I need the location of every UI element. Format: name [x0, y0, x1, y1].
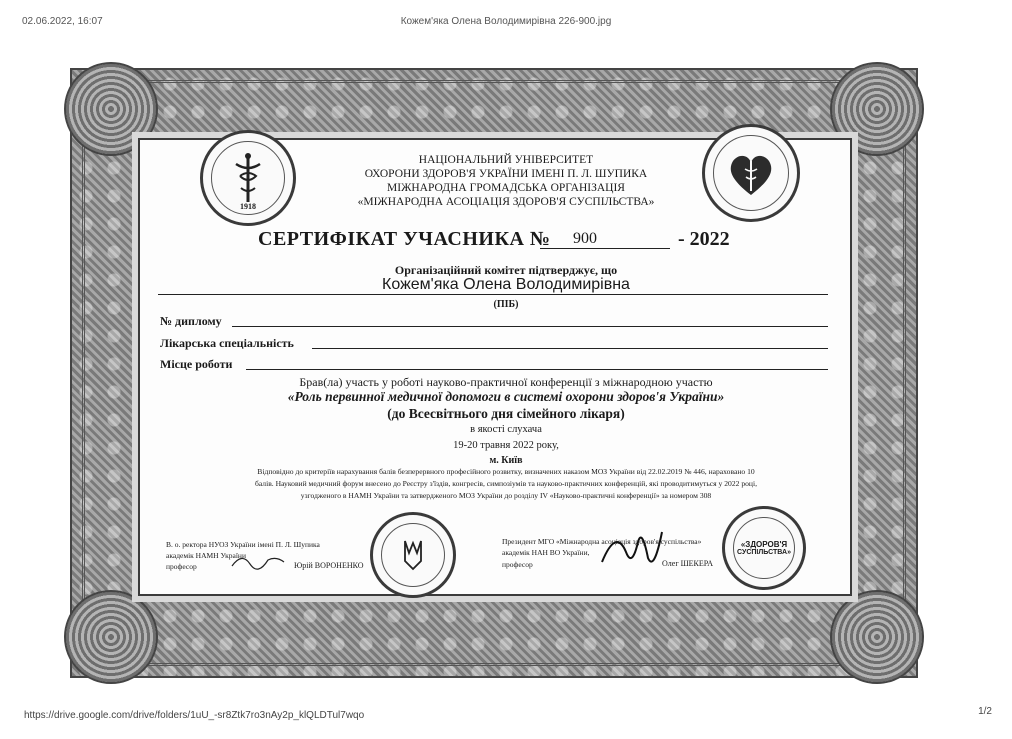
- confirm-text: Організаційний комітет підтверджує, що: [394, 263, 618, 277]
- left-signatory-degree: професор: [166, 562, 197, 571]
- right-signatory-name: Олег ШЕКЕРА: [662, 559, 713, 568]
- corner-ornament: [830, 590, 924, 684]
- org-line-4: «МІЖНАРОДНА АСОЦІАЦІЯ ЗДОРОВ'Я СУСПІЛЬСТВА»: [357, 196, 655, 208]
- corner-ornament: [64, 590, 158, 684]
- certificate-year: - 2022: [678, 228, 730, 250]
- certificate-title: СЕРТИФІКАТ УЧАСНИКА №: [258, 228, 551, 250]
- specialty-label: Лікарська спеціальність: [160, 336, 294, 350]
- right-signatory-title: академік НАН ВО України,: [502, 548, 590, 557]
- conference-city: м. Київ: [489, 455, 523, 466]
- org-line-2: ОХОРОНИ ЗДОРОВ'Я УКРАЇНИ ІМЕНІ П. Л. ШУПИКА: [364, 168, 648, 180]
- legal-line-1: Відповідно до критеріїв нарахування балів безперервного професійного розвитку, визначених наказом МОЗ України від 22.02.2019 № 446, нараховано 10: [257, 467, 755, 476]
- org-line-1: НАЦІОНАЛЬНИЙ УНІВЕРСИТЕТ: [418, 154, 594, 166]
- left-signature: [228, 548, 288, 572]
- legal-line-3: узгодженого в НАМН України та затвердженого МОЗ України до розділу IV «Науково-практичні конференції» за номером 308: [300, 491, 712, 500]
- conference-dates: 19-20 травня 2022 року,: [453, 440, 559, 451]
- conference-subtitle: (до Всесвітнього дня сімейного лікаря): [387, 406, 625, 421]
- print-page-number: 1/2: [978, 706, 992, 717]
- association-stamp: [722, 506, 806, 590]
- state-seal: [370, 512, 456, 598]
- certificate-number: 900: [573, 230, 597, 247]
- print-url[interactable]: https://drive.google.com/drive/folders/1uU_-sr8Ztk7ro3nAy2p_klQLDTul7wqo: [24, 710, 365, 721]
- name-caption: (ПІБ): [493, 299, 519, 310]
- seal-year: 1918: [240, 202, 256, 211]
- right-signatory-degree: професор: [502, 560, 533, 569]
- right-signature: [596, 522, 666, 576]
- left-signatory-title: академік НАМН України: [166, 551, 246, 560]
- org-line-3: МІЖНАРОДНА ГРОМАДСЬКА ОРГАНІЗАЦІЯ: [387, 182, 625, 194]
- print-filename: Кожем'яка Олена Володимирівна 226-900.jpg: [400, 16, 612, 27]
- stamp-line-2: СУСПІЛЬСТВА»: [737, 549, 791, 556]
- participant-name: Кожем'яка Олена Володимирівна: [382, 276, 630, 293]
- legal-line-2: балів. Науковий медичний форум внесено до Реєстру з'їздів, конгресів, симпозіумів та науково-практичних конференцій, які проводитимуться у 2022 році,: [255, 479, 757, 488]
- participation-role: в якості слухача: [470, 424, 542, 435]
- participation-text: Брав(ла) участь у роботі науково-практичної конференції з міжнародною участю: [299, 375, 713, 389]
- left-signatory-position: В. о. ректора НУОЗ України імені П. Л. Шупика: [166, 540, 320, 549]
- conference-title: «Роль первинної медичної допомоги в системі охорони здоров'я України»: [287, 389, 725, 404]
- number-line: [540, 248, 670, 249]
- name-line: [158, 294, 828, 295]
- workplace-label: Місце роботи: [160, 357, 233, 371]
- diploma-label: № диплому: [160, 314, 222, 328]
- print-datetime: 02.06.2022, 16:07: [22, 16, 103, 27]
- right-signatory-position: Президент МГО «Міжнародна асоціація здоров'я суспільства»: [502, 537, 702, 546]
- specialty-line: [312, 348, 828, 349]
- diploma-line: [232, 326, 828, 327]
- left-signatory-name: Юрій ВОРОНЕНКО: [294, 561, 364, 570]
- workplace-line: [246, 369, 828, 370]
- stamp-line-1: «ЗДОРОВ'Я: [740, 540, 788, 549]
